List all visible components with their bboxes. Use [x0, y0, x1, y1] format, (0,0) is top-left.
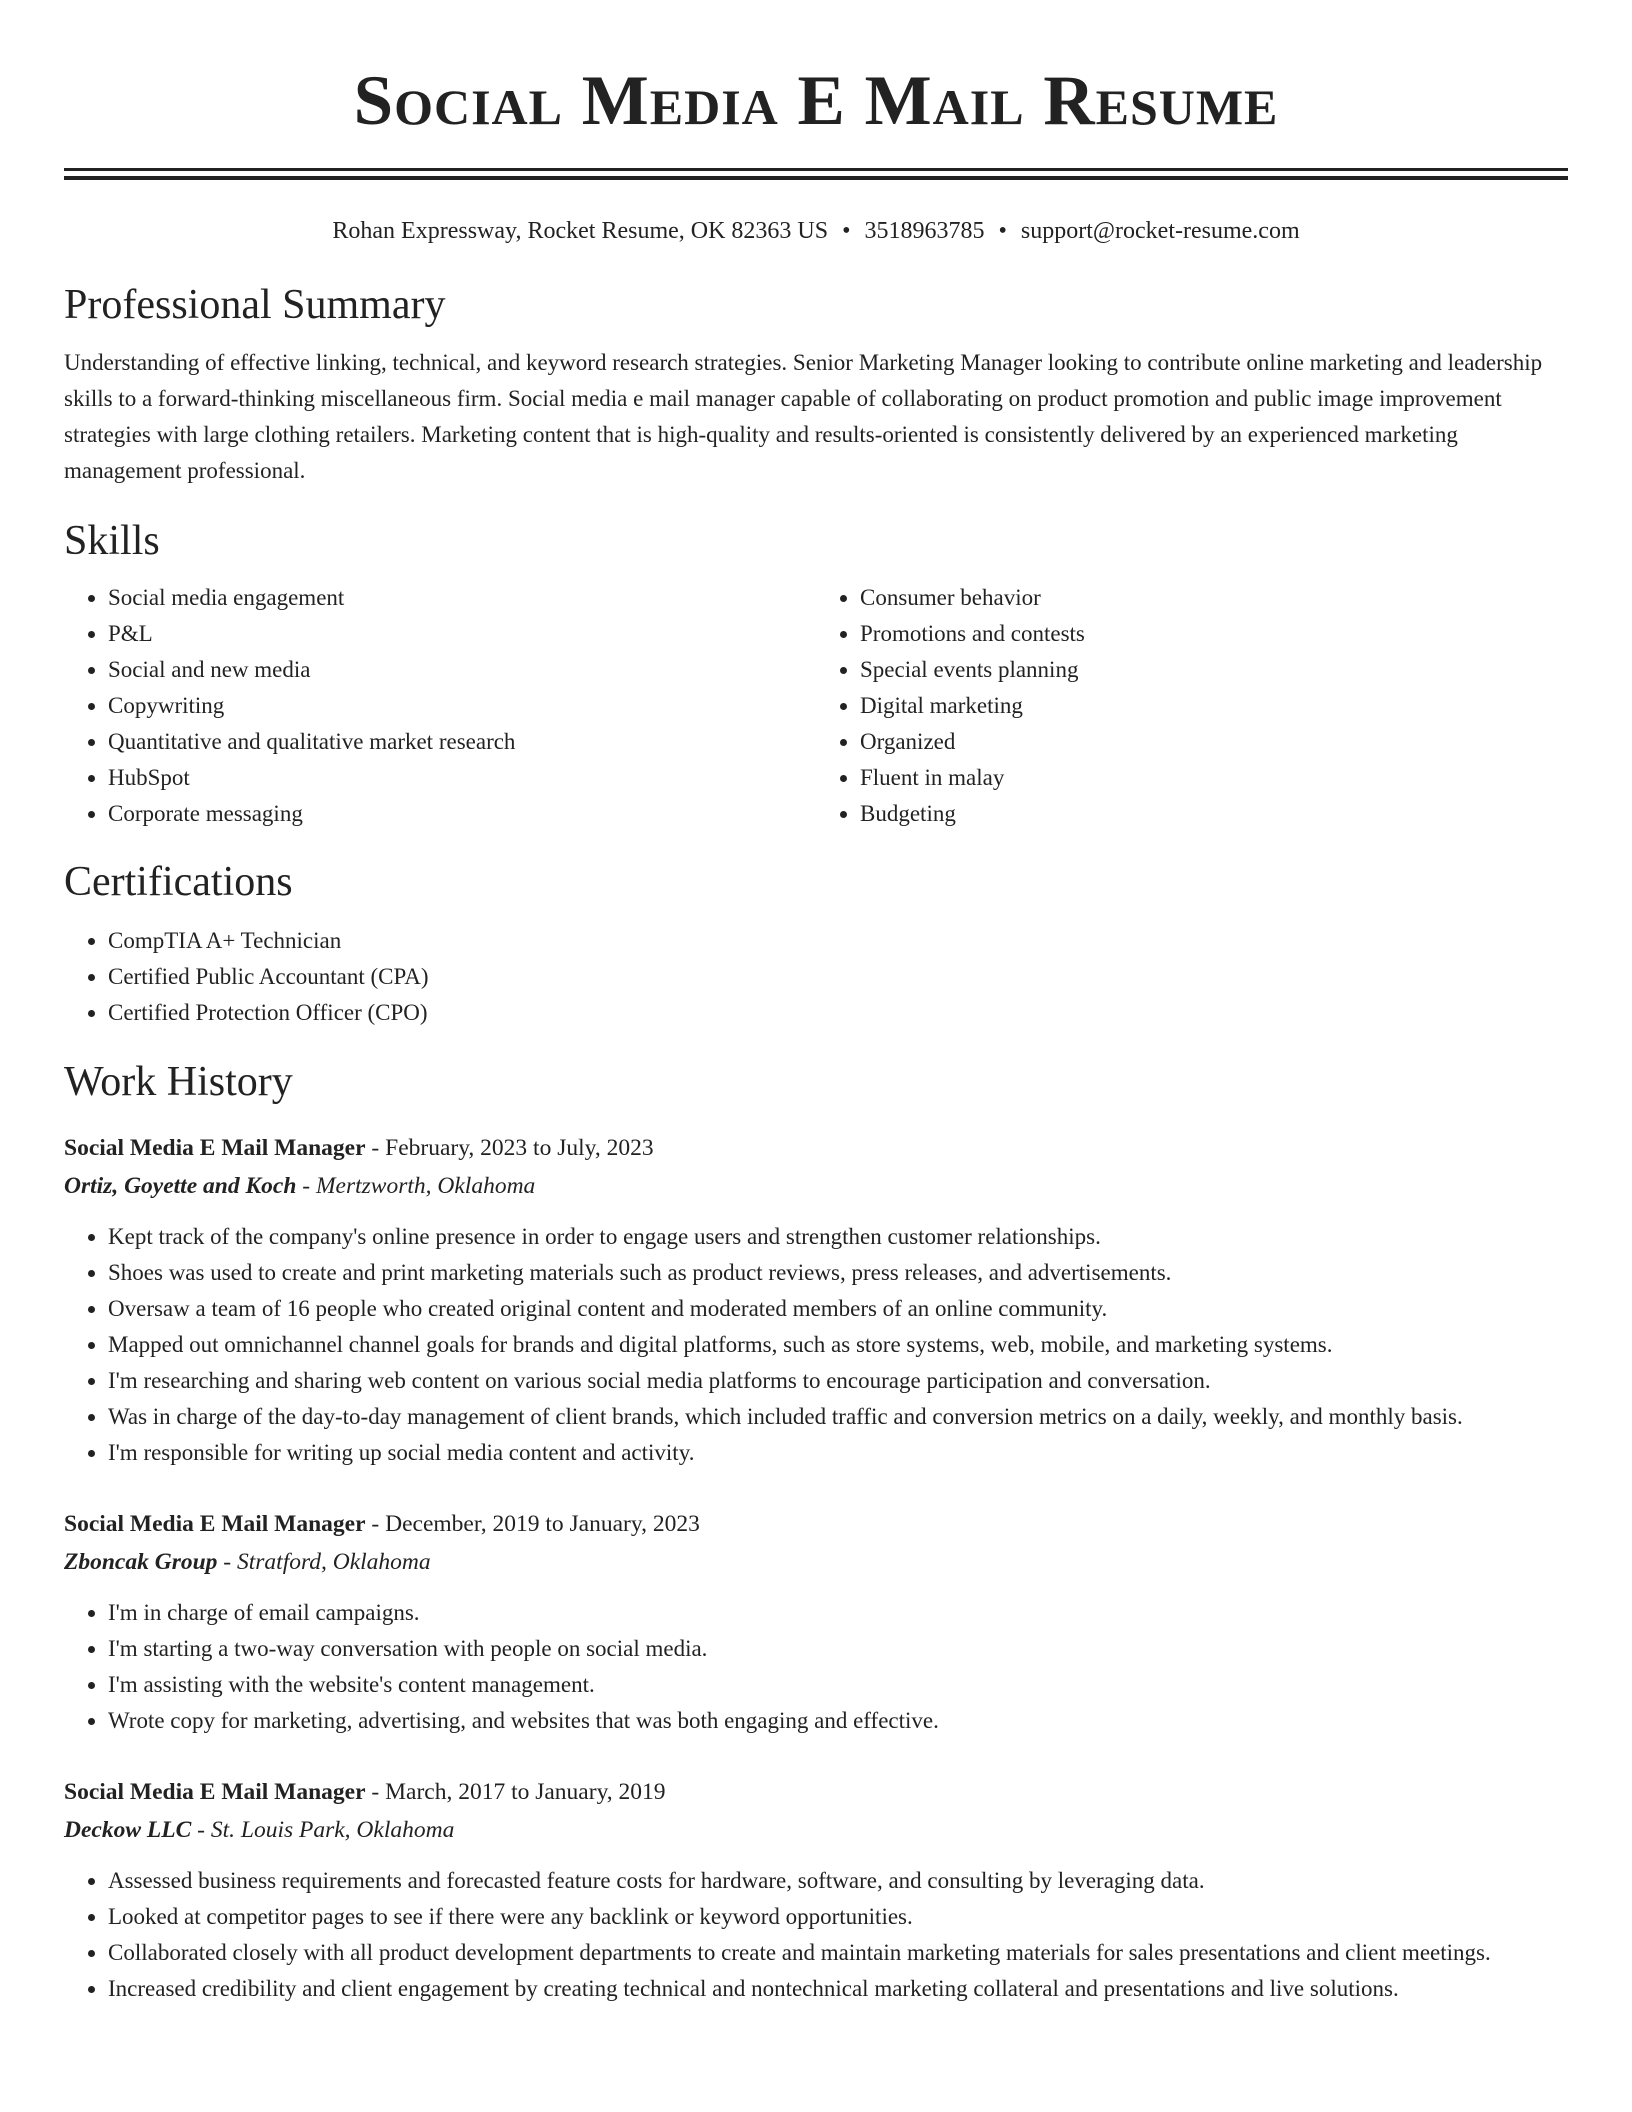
skill-item: • Social media engagement — [108, 580, 816, 616]
job-bullet: • Was in charge of the day-to-day management of client brands, which included traffic and conversion metrics on a daily, weekly, and monthly basis. — [108, 1399, 1568, 1435]
certifications-list — [64, 923, 1568, 1031]
skill-item: • Consumer behavior — [860, 580, 1568, 616]
job-entry — [64, 1773, 1568, 2007]
job-bullet: • I'm in charge of email campaigns. — [108, 1595, 1568, 1631]
job-entry — [64, 1505, 1568, 1739]
job-location: - Mertzworth, Oklahoma — [296, 1173, 536, 1199]
contact-line — [64, 215, 1568, 247]
job-dates: - March, 2017 to January, 2019 — [365, 1779, 666, 1805]
skill-item: • Copywriting — [108, 688, 816, 724]
contact-email: support@rocket-resume.com — [1020, 218, 1300, 244]
job-bullets — [64, 1863, 1568, 2007]
skill-item: • Fluent in malay — [860, 760, 1568, 796]
job-title: Social Media E Mail Manager — [64, 1135, 366, 1161]
skill-item: • P&L — [108, 616, 816, 652]
job-company-line — [64, 1543, 1568, 1581]
skills-left-list — [64, 580, 816, 832]
job-bullet: • I'm responsible for writing up social media content and activity. — [108, 1435, 1568, 1471]
skill-item: • Social and new media — [108, 652, 816, 688]
job-bullet: • Wrote copy for marketing, advertising, and websites that was both engaging and effective. — [108, 1703, 1568, 1739]
job-title: Social Media E Mail Manager — [64, 1779, 366, 1805]
certification-item: • CompTIA A+ Technician — [108, 923, 1568, 959]
job-location: - St. Louis Park, Oklahoma — [191, 1817, 455, 1843]
summary-heading: Professional Summary — [64, 282, 446, 328]
job-bullet: • I'm starting a two-way conversation with people on social media. — [108, 1631, 1568, 1667]
contact-phone: 3518963785 — [864, 218, 985, 244]
job-bullet: • Kept track of the company's online presence in order to engage users and strengthen customer relationships. — [108, 1219, 1568, 1255]
resume-title: Social Media E Mail Resume — [353, 62, 1279, 140]
contact-address: Rohan Expressway, Rocket Resume, OK 82363 US — [332, 218, 829, 244]
job-bullet: • Assessed business requirements and forecasted feature costs for hardware, software, and consulting by leveraging data. — [108, 1863, 1568, 1899]
job-bullet: • Shoes was used to create and print marketing materials such as product reviews, press releases, and advertisements. — [108, 1255, 1568, 1291]
skill-item: • Organized — [860, 724, 1568, 760]
contact-separator: • — [842, 218, 851, 244]
skill-item: • Special events planning — [860, 652, 1568, 688]
job-bullet: • Increased credibility and client engagement by creating technical and nontechnical marketing collateral and presentations and live solutions. — [108, 1971, 1568, 2007]
job-title-line — [64, 1505, 1568, 1543]
job-company-line — [64, 1167, 1568, 1205]
job-entry — [64, 1129, 1568, 1471]
title-divider — [64, 168, 1568, 180]
job-company-line — [64, 1811, 1568, 1849]
skill-item: • Budgeting — [860, 796, 1568, 832]
job-title: Social Media E Mail Manager — [64, 1511, 366, 1537]
job-bullet: • I'm researching and sharing web content on various social media platforms to encourage participation and conversation. — [108, 1363, 1568, 1399]
job-dates: - December, 2019 to January, 2023 — [365, 1511, 700, 1537]
skills-heading: Skills — [64, 518, 160, 564]
skill-item: • Corporate messaging — [108, 796, 816, 832]
skill-item: • Promotions and contests — [860, 616, 1568, 652]
certification-item: • Certified Public Accountant (CPA) — [108, 959, 1568, 995]
job-company: Zboncak Group — [64, 1549, 218, 1575]
job-bullets — [64, 1219, 1568, 1471]
job-company: Deckow LLC — [64, 1817, 192, 1843]
job-bullet: • Collaborated closely with all product development departments to create and maintain marketing materials for sales presentations and client meetings. — [108, 1935, 1568, 1971]
job-bullets — [64, 1595, 1568, 1739]
certification-item: • Certified Protection Officer (CPO) — [108, 995, 1568, 1031]
contact-separator: • — [998, 218, 1007, 244]
skills-right-list — [816, 580, 1568, 832]
job-title-line — [64, 1773, 1568, 1811]
work-history-heading: Work History — [64, 1059, 293, 1105]
skill-item: • Quantitative and qualitative market research — [108, 724, 816, 760]
job-dates: - February, 2023 to July, 2023 — [365, 1135, 654, 1161]
job-bullet: • Looked at competitor pages to see if there were any backlink or keyword opportunities. — [108, 1899, 1568, 1935]
job-title-line — [64, 1129, 1568, 1167]
job-bullet: • Mapped out omnichannel channel goals for brands and digital platforms, such as store systems, web, mobile, and marketing systems. — [108, 1327, 1568, 1363]
job-bullet: • Oversaw a team of 16 people who created original content and moderated members of an online community. — [108, 1291, 1568, 1327]
summary-text: Understanding of effective linking, technical, and keyword research strategies. Senior Marketing Manager looking to contribute online marketing and leadership skills to a forward-thinking miscellaneous firm. Social media e mail manager capable of collaborating on product promotion and public image improvement strategies with large clothing retailers. Marketing content that is high-quality and results-oriented is consistently delivered by an experienced marketing management professional. — [64, 350, 1543, 483]
job-company: Ortiz, Goyette and Koch — [64, 1173, 297, 1199]
certifications-heading: Certifications — [64, 859, 293, 905]
job-bullet: • I'm assisting with the website's content management. — [108, 1667, 1568, 1703]
resume-page — [64, 0, 1568, 2007]
job-location: - Stratford, Oklahoma — [217, 1549, 431, 1575]
skills-columns — [64, 580, 1568, 832]
skill-item: • Digital marketing — [860, 688, 1568, 724]
skill-item: • HubSpot — [108, 760, 816, 796]
